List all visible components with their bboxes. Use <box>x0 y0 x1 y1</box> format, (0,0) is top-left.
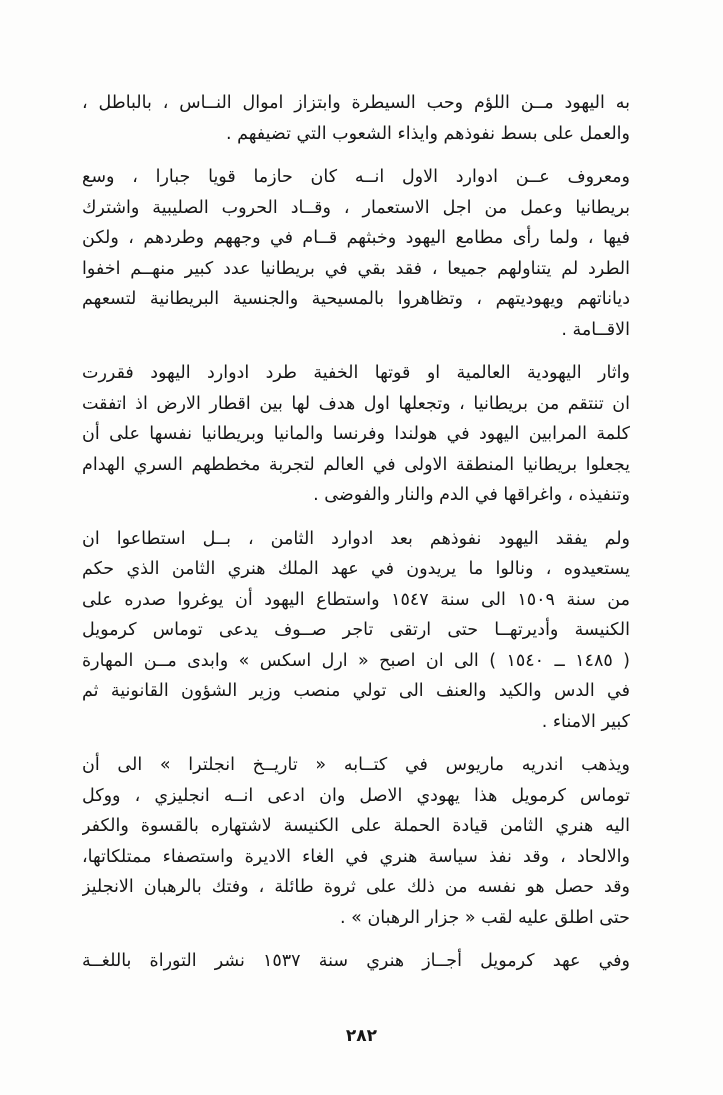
paragraph <box>82 946 630 977</box>
text-line: فيها ، ولما رأى مطامع اليهود وخبثهم قــام في وجههم وطردهم ، ولكن <box>82 228 630 248</box>
text-line: من سنة ١٥٠٩ الى سنة ١٥٤٧ واستطاع اليهود أن يوغروا صدره على <box>82 589 630 610</box>
paragraph <box>82 358 630 511</box>
text-line: يستعيدوه ، ونالوا ما يريدون في عهد الملك هنري الثامن الذي حكم <box>82 559 630 579</box>
text-line: ان تنتقم من بريطانيا ، وتجعلها اول هدف لها بين اقطار الارض اذ اتفقت <box>82 393 630 414</box>
text-line: الكنيسة وأديرتهــا حتى ارتقى تاجر صــوف يدعى توماس كرمويل <box>82 620 630 640</box>
text-line: ( ١٤٨٥ ــ ١٥٤٠ ) الى ان اصبح « ارل اسكس » وابدى مــن المهارة <box>82 650 630 671</box>
text-line: دياناتهم ويهوديتهم ، وتظاهروا بالمسيحية والجنسية البريطانية لتسعهم <box>82 289 630 309</box>
paragraph <box>82 750 630 933</box>
paragraph <box>82 88 630 149</box>
text-line: وتنفيذه ، واغراقها في الدم والنار والفوضى . <box>313 485 630 505</box>
text-line: كلمة المرابين اليهود في هولندا وفرنسا والمانيا وبريطانيا نفسها على أن <box>82 424 630 444</box>
text-line: وقد حصل هو نفسه من ذلك على ثروة طائلة ، وفتك بالرهبان الانجليز <box>82 877 630 897</box>
text-line: ولم يفقد اليهود نفوذهم بعد ادوارد الثامن ، بــل استطاعوا ان <box>82 528 630 549</box>
text-line: به اليهود مــن اللؤم وحب السيطرة وابتزاز اموال النــاس ، بالباطل ، <box>82 93 630 113</box>
paragraph <box>82 162 630 345</box>
page-body-text <box>82 88 630 990</box>
paragraph <box>82 524 630 738</box>
text-line: ومعروف عــن ادوارد الاول انــه كان حازما قويا جبارا ، وسع <box>82 167 630 187</box>
text-line: يجعلوا بريطانيا المنطقة الاولى في العالم لتجربة مخططهم السري الهدام <box>82 454 630 475</box>
text-line: والعمل على بسط نفوذهم وايذاء الشعوب التي تضيفهم . <box>225 123 630 144</box>
text-line: حتى اطلق عليه لقب « جزار الرهبان » . <box>340 907 630 928</box>
text-line: ويذهب اندريه ماريوس في كتــابه « تاريــخ انجلترا » الى أن <box>82 755 630 775</box>
text-line: الطرد لم يتناولهم جميعا ، فقد بقي في بريطانيا عدد كبير منهــم اخفوا <box>82 258 630 279</box>
text-line: كبير الامناء . <box>541 711 630 732</box>
text-line: وفي عهد كرمويل أجــاز هنري سنة ١٥٣٧ نشر التوراة باللغــة <box>82 951 630 971</box>
text-line: واثار اليهودية العالمية او قوتها الخفية طرد ادوارد اليهود فقررت <box>82 363 630 383</box>
text-line: في الدس والكيد والعنف الى تولي منصب وزير الشؤون القانونية ثم <box>82 681 630 701</box>
text-line: الاقــامة . <box>561 319 630 340</box>
page-number: ٢٨٢ <box>345 1026 378 1046</box>
text-line: توماس كرمويل هذا يهودي الاصل وان ادعى انــه انجليزي ، ووكل <box>82 785 630 806</box>
text-line: اليه هنري الثامن قيادة الحملة على الكنيسة لاشتهاره بالقسوة والكفر <box>82 816 630 836</box>
text-line: والالحاد ، وقد نفذ سياسة هنري في الغاء الاديرة واستصفاء ممتلكاتها، <box>82 846 630 867</box>
text-line: بريطانيا وعمل من اجل الاستعمار ، وقــاد الحروب الصليبية واشترك <box>82 197 630 218</box>
